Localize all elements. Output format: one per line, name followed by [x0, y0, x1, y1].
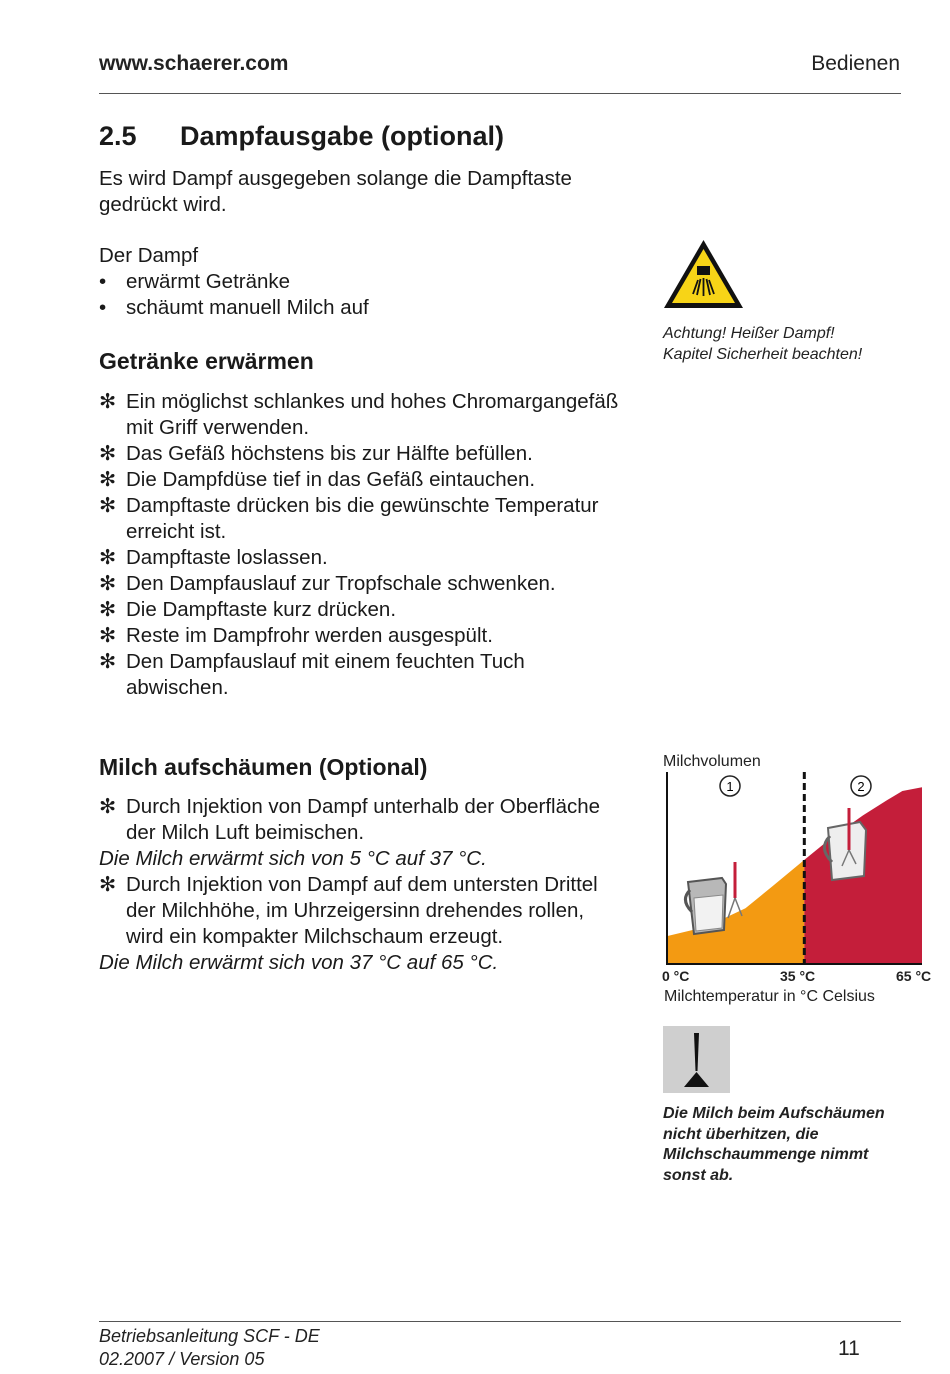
step-list	[99, 794, 639, 846]
milch-block	[99, 794, 639, 976]
list-item: ✻ Das Gefäß höchstens bis zur Hälfte befüllen.	[99, 442, 533, 465]
chart-areas	[667, 787, 922, 964]
bullet-icon: •	[99, 270, 107, 293]
step-icon: ✻	[99, 795, 117, 818]
footer-text: Betriebsanleitung SCF - DE 02.2007 / Version 05	[99, 1326, 320, 1369]
step-icon: ✻	[99, 873, 117, 896]
step-list	[99, 389, 639, 701]
step-icon: ✻	[99, 572, 117, 595]
milch-note: Die Milch erwärmt sich von 5 °C auf 37 °C.	[99, 847, 487, 870]
chart-svg	[660, 770, 945, 966]
intro-text	[99, 166, 572, 218]
step-icon: ✻	[99, 442, 117, 465]
footer-rule	[99, 1321, 901, 1322]
page-title: Dampfausgabe (optional)	[180, 121, 505, 151]
step-icon: ✻	[99, 598, 117, 621]
list-item: • schäumt manuell Milch auf	[99, 296, 369, 319]
intro-line: Es wird Dampf ausgegeben solange die Dampftaste	[99, 167, 572, 190]
chart-ylabel: Milchvolumen	[663, 753, 761, 770]
step-icon: ✻	[99, 390, 117, 413]
header-rule	[99, 93, 901, 94]
svg-text:1: 1	[726, 779, 734, 794]
svg-text:2: 2	[857, 779, 865, 794]
phase-marker-1	[720, 776, 740, 796]
list-item: ✻ Die Dampftaste kurz drücken.	[99, 598, 397, 621]
list-item: ✻ Dampftaste drücken bis die gewünschte Temperatur erreicht ist.	[99, 494, 599, 543]
x-tick-label: 0 °C	[662, 968, 690, 984]
dampf-list	[99, 269, 619, 321]
site-url[interactable]: www.schaerer.com	[99, 52, 289, 75]
list-item: ✻ Den Dampfauslauf mit einem feuchten Tuch abwischen.	[99, 650, 525, 699]
list-item: ✻ Die Dampfdüse tief in das Gefäß eintauchen.	[99, 468, 536, 491]
hot-steam-warning-icon	[662, 238, 745, 310]
dampf-lead: Der Dampf	[99, 244, 199, 267]
milch-note: Die Milch erwärmt sich von 37 °C auf 65 °C.	[99, 951, 499, 974]
step-icon: ✻	[99, 468, 117, 491]
page-number: 11	[838, 1337, 860, 1360]
step-icon: ✻	[99, 624, 117, 647]
list-item: • erwärmt Getränke	[99, 270, 291, 293]
dampf-block	[99, 243, 619, 321]
section-number: 2.5	[99, 121, 137, 151]
exclamation-note-icon	[663, 1026, 730, 1093]
list-item: ✻ Dampftaste loslassen.	[99, 546, 328, 569]
note-caption: Die Milch beim Aufschäumen nicht überhitzen, die Milchschaummenge nimmt sonst ab.	[663, 1105, 885, 1184]
step-icon: ✻	[99, 494, 117, 517]
x-tick-label: 65 °C	[896, 968, 932, 984]
subheading-getraenke: Getränke erwärmen	[99, 348, 314, 374]
list-item: ✻ Durch Injektion von Dampf unterhalb der Oberfläche der Milch Luft beimischen.	[99, 795, 601, 844]
step-list	[99, 872, 639, 950]
list-item: ✻ Durch Injektion von Dampf auf dem untersten Drittel der Milchhöhe, im Uhrzeigersinn drehendes rollen, wird ein kompakter Milchschaum erzeugt.	[99, 873, 598, 948]
getraenke-steps	[99, 389, 639, 701]
intro-line: gedrückt wird.	[99, 193, 227, 216]
step-icon: ✻	[99, 650, 117, 673]
x-tick-label: 35 °C	[780, 968, 816, 984]
subheading-milch: Milch aufschäumen (Optional)	[99, 754, 428, 780]
phase-marker-2	[851, 776, 871, 796]
section-title: Bedienen	[811, 52, 900, 75]
list-item: ✻ Ein möglichst schlankes und hohes Chromargangefäß mit Griff verwenden.	[99, 390, 619, 439]
milk-chart	[660, 770, 945, 966]
chart-xlabel: Milchtemperatur in °C Celsius	[664, 988, 875, 1005]
warning-caption: Achtung! Heißer Dampf! Kapitel Sicherheit beachten!	[663, 325, 863, 363]
list-item: ✻ Reste im Dampfrohr werden ausgespült.	[99, 624, 493, 647]
step-icon: ✻	[99, 546, 117, 569]
list-item: ✻ Den Dampfauslauf zur Tropfschale schwenken.	[99, 572, 556, 595]
bullet-icon: •	[99, 296, 107, 319]
